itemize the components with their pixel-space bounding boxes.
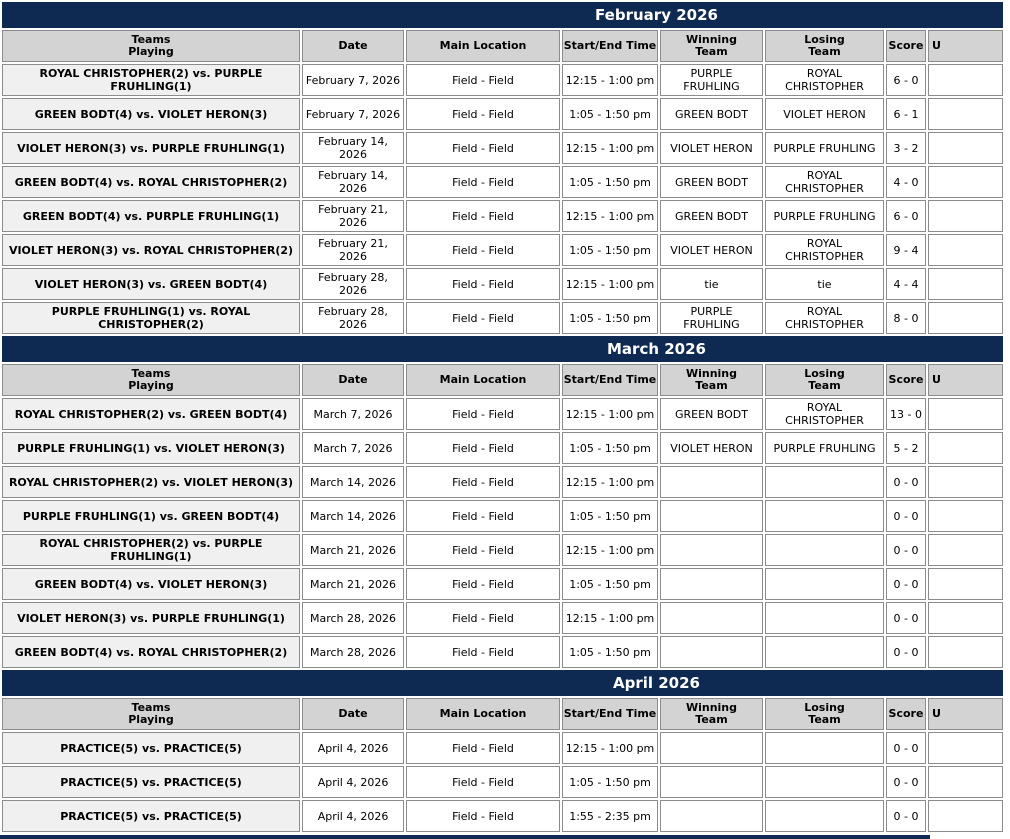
month-header-row [2,2,1003,28]
game-row[interactable] [2,732,1003,764]
col-teams-playing[interactable]: Teams Playing [2,698,300,730]
teams-playing-cell: GREEN BODT(4) vs. VIOLET HERON(3) [2,568,300,600]
winning-team-cell [660,766,763,798]
location-cell: Field - Field [406,132,560,164]
score-cell: 13 - 0 [886,398,926,430]
losing-team-cell: PURPLE FRUHLING [765,132,884,164]
col-start-end-time[interactable]: Start/End Time [562,30,658,62]
teams-playing-cell: ROYAL CHRISTOPHER(2) vs. PURPLE FRUHLING(1) [2,534,300,566]
score-cell: 4 - 0 [886,166,926,198]
col-winning-team[interactable]: Winning Team [660,364,763,396]
winning-team-cell: VIOLET HERON [660,234,763,266]
time-cell: 12:15 - 1:00 pm [562,132,658,164]
extra-cell [928,398,1003,430]
teams-playing-cell: GREEN BODT(4) vs. PURPLE FRUHLING(1) [2,200,300,232]
extra-cell [928,466,1003,498]
score-cell: 0 - 0 [886,602,926,634]
location-cell: Field - Field [406,432,560,464]
teams-playing-cell: PRACTICE(5) vs. PRACTICE(5) [2,800,300,832]
extra-cell [928,200,1003,232]
game-row[interactable] [2,398,1003,430]
date-cell: March 21, 2026 [302,568,404,600]
location-cell: Field - Field [406,800,560,832]
losing-team-cell: ROYAL CHRISTOPHER [765,398,884,430]
extra-cell [928,432,1003,464]
losing-team-cell [765,732,884,764]
date-cell: March 28, 2026 [302,602,404,634]
col-extra[interactable]: U [928,30,1003,62]
game-row[interactable] [2,166,1003,198]
teams-playing-cell: VIOLET HERON(3) vs. GREEN BODT(4) [2,268,300,300]
extra-cell [928,500,1003,532]
col-winning-team[interactable]: Winning Team [660,698,763,730]
score-cell: 6 - 0 [886,64,926,96]
game-row[interactable] [2,98,1003,130]
time-cell: 1:55 - 2:35 pm [562,800,658,832]
winning-team-cell [660,534,763,566]
date-cell: April 4, 2026 [302,766,404,798]
location-cell: Field - Field [406,98,560,130]
time-cell: 1:05 - 1:50 pm [562,302,658,334]
teams-playing-cell: VIOLET HERON(3) vs. PURPLE FRUHLING(1) [2,602,300,634]
extra-cell [928,234,1003,266]
time-cell: 12:15 - 1:00 pm [562,466,658,498]
winning-team-cell [660,602,763,634]
location-cell: Field - Field [406,568,560,600]
location-cell: Field - Field [406,302,560,334]
time-cell: 1:05 - 1:50 pm [562,432,658,464]
losing-team-cell [765,568,884,600]
winning-team-cell: GREEN BODT [660,200,763,232]
teams-playing-cell: GREEN BODT(4) vs. ROYAL CHRISTOPHER(2) [2,636,300,668]
game-row[interactable] [2,64,1003,96]
extra-cell [928,800,1003,832]
losing-team-cell [765,534,884,566]
time-cell: 1:05 - 1:50 pm [562,500,658,532]
extra-cell [928,636,1003,668]
winning-team-cell: GREEN BODT [660,98,763,130]
col-score[interactable]: Score [886,698,926,730]
game-row[interactable] [2,466,1003,498]
extra-cell [928,534,1003,566]
date-cell: February 7, 2026 [302,64,404,96]
losing-team-cell [765,602,884,634]
col-teams-playing[interactable]: Teams Playing [2,364,300,396]
date-cell: March 21, 2026 [302,534,404,566]
location-cell: Field - Field [406,166,560,198]
time-cell: 1:05 - 1:50 pm [562,568,658,600]
winning-team-cell: PURPLE FRUHLING [660,64,763,96]
extra-cell [928,64,1003,96]
teams-playing-cell: ROYAL CHRISTOPHER(2) vs. GREEN BODT(4) [2,398,300,430]
col-main-location[interactable]: Main Location [406,30,560,62]
location-cell: Field - Field [406,534,560,566]
location-cell: Field - Field [406,500,560,532]
losing-team-cell [765,466,884,498]
location-cell: Field - Field [406,602,560,634]
losing-team-cell [765,500,884,532]
extra-cell [928,268,1003,300]
score-cell: 0 - 0 [886,732,926,764]
losing-team-cell [765,636,884,668]
score-cell: 0 - 0 [886,534,926,566]
extra-cell [928,732,1003,764]
time-cell: 12:15 - 1:00 pm [562,602,658,634]
time-cell: 1:05 - 1:50 pm [562,234,658,266]
winning-team-cell [660,500,763,532]
extra-cell [928,602,1003,634]
col-main-location[interactable]: Main Location [406,698,560,730]
game-row[interactable] [2,602,1003,634]
col-date[interactable]: Date [302,30,404,62]
time-cell: 12:15 - 1:00 pm [562,732,658,764]
winning-team-cell [660,732,763,764]
date-cell: March 28, 2026 [302,636,404,668]
score-cell: 8 - 0 [886,302,926,334]
col-losing-team[interactable]: Losing Team [765,364,884,396]
game-row[interactable] [2,432,1003,464]
date-cell: March 7, 2026 [302,398,404,430]
date-cell: February 21, 2026 [302,234,404,266]
time-cell: 12:15 - 1:00 pm [562,64,658,96]
time-cell: 1:05 - 1:50 pm [562,166,658,198]
col-date[interactable]: Date [302,364,404,396]
teams-playing-cell: GREEN BODT(4) vs. ROYAL CHRISTOPHER(2) [2,166,300,198]
col-date[interactable]: Date [302,698,404,730]
losing-team-cell: tie [765,268,884,300]
month-title: April 2026 [2,670,1003,696]
time-cell: 12:15 - 1:00 pm [562,268,658,300]
date-cell: March 7, 2026 [302,432,404,464]
score-cell: 6 - 0 [886,200,926,232]
losing-team-cell: PURPLE FRUHLING [765,200,884,232]
col-start-end-time[interactable]: Start/End Time [562,364,658,396]
score-cell: 0 - 0 [886,568,926,600]
time-cell: 12:15 - 1:00 pm [562,398,658,430]
extra-cell [928,98,1003,130]
losing-team-cell: VIOLET HERON [765,98,884,130]
time-cell: 1:05 - 1:50 pm [562,636,658,668]
losing-team-cell: ROYAL CHRISTOPHER [765,234,884,266]
winning-team-cell [660,466,763,498]
game-row[interactable] [2,234,1003,266]
time-cell: 12:15 - 1:00 pm [562,534,658,566]
score-cell: 0 - 0 [886,500,926,532]
score-cell: 0 - 0 [886,466,926,498]
game-row[interactable] [2,132,1003,164]
game-row[interactable] [2,636,1003,668]
winning-team-cell: GREEN BODT [660,398,763,430]
location-cell: Field - Field [406,234,560,266]
score-cell: 9 - 4 [886,234,926,266]
date-cell: April 4, 2026 [302,732,404,764]
column-header-row [2,698,1003,730]
date-cell: February 28, 2026 [302,268,404,300]
extra-cell [928,132,1003,164]
location-cell: Field - Field [406,398,560,430]
winning-team-cell: tie [660,268,763,300]
col-start-end-time[interactable]: Start/End Time [562,698,658,730]
date-cell: March 14, 2026 [302,500,404,532]
winning-team-cell [660,636,763,668]
date-cell: February 7, 2026 [302,98,404,130]
game-row[interactable] [2,534,1003,566]
score-cell: 3 - 2 [886,132,926,164]
column-header-row [2,364,1003,396]
col-winning-team[interactable]: Winning Team [660,30,763,62]
score-cell: 0 - 0 [886,800,926,832]
location-cell: Field - Field [406,268,560,300]
teams-playing-cell: VIOLET HERON(3) vs. ROYAL CHRISTOPHER(2) [2,234,300,266]
score-cell: 4 - 4 [886,268,926,300]
date-cell: February 21, 2026 [302,200,404,232]
teams-playing-cell: ROYAL CHRISTOPHER(2) vs. VIOLET HERON(3) [2,466,300,498]
location-cell: Field - Field [406,636,560,668]
game-row[interactable] [2,200,1003,232]
column-header-row [2,30,1003,62]
location-cell: Field - Field [406,64,560,96]
game-row[interactable] [2,302,1003,334]
date-cell: February 28, 2026 [302,302,404,334]
teams-playing-cell: ROYAL CHRISTOPHER(2) vs. PURPLE FRUHLING(1) [2,64,300,96]
month-header-row [2,336,1003,362]
teams-playing-cell: GREEN BODT(4) vs. VIOLET HERON(3) [2,98,300,130]
location-cell: Field - Field [406,466,560,498]
time-cell: 1:05 - 1:50 pm [562,766,658,798]
losing-team-cell: ROYAL CHRISTOPHER [765,64,884,96]
col-losing-team[interactable]: Losing Team [765,698,884,730]
col-extra[interactable]: U [928,364,1003,396]
col-main-location[interactable]: Main Location [406,364,560,396]
month-title: March 2026 [2,336,1003,362]
losing-team-cell: ROYAL CHRISTOPHER [765,166,884,198]
date-cell: April 4, 2026 [302,800,404,832]
game-row[interactable] [2,500,1003,532]
date-cell: March 14, 2026 [302,466,404,498]
winning-team-cell [660,568,763,600]
date-cell: February 14, 2026 [302,166,404,198]
winning-team-cell: GREEN BODT [660,166,763,198]
col-extra[interactable]: U [928,698,1003,730]
losing-team-cell: PURPLE FRUHLING [765,432,884,464]
location-cell: Field - Field [406,732,560,764]
col-losing-team[interactable]: Losing Team [765,30,884,62]
winning-team-cell: VIOLET HERON [660,132,763,164]
col-teams-playing[interactable]: Teams Playing [2,30,300,62]
month-header-row [2,670,1003,696]
date-cell: February 14, 2026 [302,132,404,164]
score-cell: 0 - 0 [886,766,926,798]
winning-team-cell: VIOLET HERON [660,432,763,464]
teams-playing-cell: VIOLET HERON(3) vs. PURPLE FRUHLING(1) [2,132,300,164]
teams-playing-cell: PRACTICE(5) vs. PRACTICE(5) [2,732,300,764]
teams-playing-cell: PURPLE FRUHLING(1) vs. VIOLET HERON(3) [2,432,300,464]
losing-team-cell [765,800,884,832]
col-score[interactable]: Score [886,30,926,62]
extra-cell [928,302,1003,334]
score-cell: 5 - 2 [886,432,926,464]
month-title: February 2026 [2,2,1003,28]
time-cell: 1:05 - 1:50 pm [562,98,658,130]
extra-cell [928,166,1003,198]
col-score[interactable]: Score [886,364,926,396]
game-row[interactable] [2,800,1003,832]
extra-cell [928,766,1003,798]
game-row[interactable] [2,766,1003,798]
losing-team-cell [765,766,884,798]
winning-team-cell: PURPLE FRUHLING [660,302,763,334]
teams-playing-cell: PURPLE FRUHLING(1) vs. GREEN BODT(4) [2,500,300,532]
score-cell: 6 - 1 [886,98,926,130]
game-row[interactable] [2,568,1003,600]
winning-team-cell [660,800,763,832]
losing-team-cell: ROYAL CHRISTOPHER [765,302,884,334]
game-row[interactable] [2,268,1003,300]
score-cell: 0 - 0 [886,636,926,668]
location-cell: Field - Field [406,766,560,798]
location-cell: Field - Field [406,200,560,232]
extra-cell [928,568,1003,600]
teams-playing-cell: PRACTICE(5) vs. PRACTICE(5) [2,766,300,798]
teams-playing-cell: PURPLE FRUHLING(1) vs. ROYAL CHRISTOPHER(2) [2,302,300,334]
time-cell: 12:15 - 1:00 pm [562,200,658,232]
bottom-bar [0,835,930,839]
